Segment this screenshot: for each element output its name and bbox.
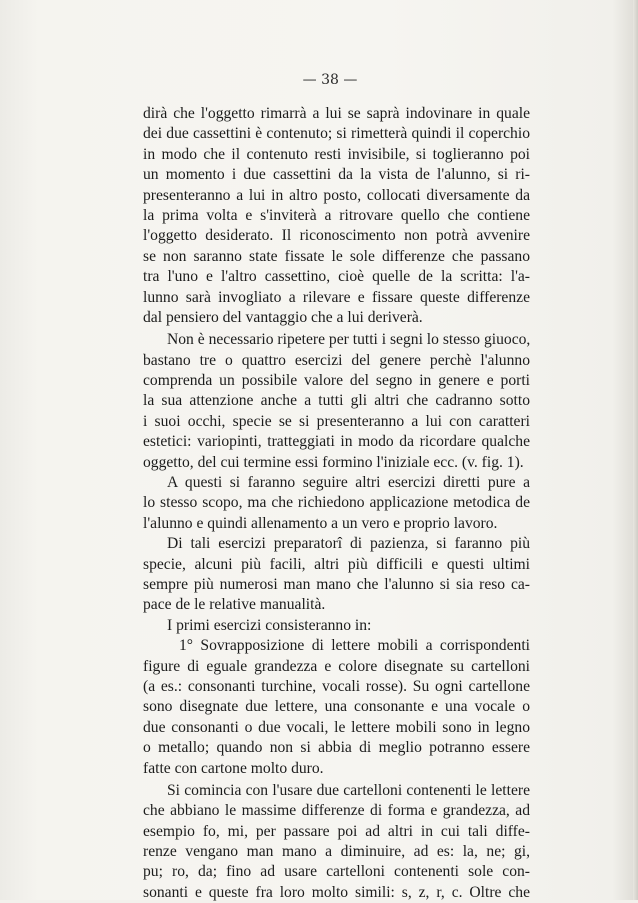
text-line: l'oggetto desiderato. Il riconoscimento non potrà avvenire xyxy=(143,227,530,245)
text-line: 1° Sovrapposizione di lettere mobili a corrispondenti xyxy=(179,637,530,655)
text-line: un momento i due cassettini da la vista de l'alunno, si ri- xyxy=(143,166,530,184)
paragraph xyxy=(143,330,530,473)
text-line: oggetto, del cui termine essi formino l'iniziale ecc. (v. fig. 1). xyxy=(143,453,524,471)
text-line: Non è necessario ripetere per tutti i segni lo stesso giuoco, xyxy=(167,331,531,349)
text-line: estetici: variopinti, tratteggiati in modo da ricordare qualche xyxy=(143,433,530,451)
paragraph xyxy=(143,636,530,779)
text-line: sono disegnate due lettere, una consonante e una vocale o xyxy=(143,698,530,716)
text-line: dirà che l'oggetto rimarrà a lui se saprà indovinare in quale xyxy=(143,105,530,122)
text-line: dal pensiero del vantaggio che a lui deriverà. xyxy=(143,308,423,326)
text-line: o metallo; quando non si abbia di meglio potranno essere xyxy=(143,739,530,757)
text-line: pu; ro, da; fino ad usare cartelloni contenenti sole con- xyxy=(143,863,530,881)
text-line: esempio fo, mi, per passare poi ad altri in cui tali diffe- xyxy=(143,822,530,840)
page-edge xyxy=(633,0,638,900)
text-line: presenteranno a lui in altro posto, collocati diversamente da xyxy=(143,186,530,204)
text-line: lunno sarà invogliato a rilevare e fissare queste differenze xyxy=(143,288,530,306)
text-line: dei due cassettini è contenuto; si rimetterà quindi il coperchio xyxy=(143,125,530,143)
text-line: fatte con cartone molto duro. xyxy=(143,759,324,777)
text-line: lo stesso scopo, ma che richiedono applicazione metodica de xyxy=(143,494,530,512)
text-line: sonanti e queste fra loro molto simili: s, z, r, c. Oltre che xyxy=(143,883,530,901)
text-line: figure di eguale grandezza e colore disegnate su cartelloni xyxy=(143,657,530,675)
text-line: i suoi occhi, specie se si presenteranno a lui con caratteri xyxy=(143,412,530,430)
text-line: sempre più numerosi man mano che l'alunno si sia reso ca- xyxy=(143,575,530,593)
paragraph xyxy=(143,473,530,534)
text-line: se non saranno state fissate le sole differenze che passano xyxy=(143,247,530,265)
text-line: l'alunno e quindi allenamento a un vero e proprio lavoro. xyxy=(143,514,498,532)
text-line: la sua attenzione anche a tutti gli altri che cadranno sotto xyxy=(143,392,530,410)
paragraph xyxy=(143,104,530,328)
page-number: — 38 — xyxy=(302,72,358,88)
paragraph xyxy=(143,616,530,636)
text-line: due consonanti o due vocali, le lettere mobili sono in legno xyxy=(143,718,530,736)
text-line: (a es.: consonanti turchine, vocali rosse). Su ogni cartellone xyxy=(143,677,530,695)
text-line: Si comincia con l'usare due cartelloni contenenti le lettere xyxy=(167,781,530,799)
text-line: bastano tre o quattro esercizi del genere perchè l'alunno xyxy=(143,351,530,369)
text-line: specie, alcuni più facili, altri più difficili e questi ultimi xyxy=(143,555,530,573)
text-line: renze vengano man mano a diminuire, ad es: la, ne; gi, xyxy=(143,843,530,861)
text-line: Di tali esercizi preparatorî di pazienza, si faranno più xyxy=(167,535,530,553)
text-line: in modo che il contenuto resti invisibile, si toglieranno poi xyxy=(143,145,530,163)
text-line: pace de le relative manualità. xyxy=(143,596,326,614)
text-line: tra l'uno e l'altro cassettino, cioè quelle de la scritta: l'a- xyxy=(143,268,530,286)
text-line: A questi si faranno seguire altri esercizi diretti pure a xyxy=(167,474,530,492)
text-line: comprenda un possibile valore del segno in genere e porti xyxy=(143,372,530,390)
text-line: che abbiano le massime differenze di forma e grandezza, ad xyxy=(143,802,530,820)
body-text xyxy=(143,104,530,903)
text-line: la prima volta e s'inviterà a ritrovare quello che contiene xyxy=(143,206,530,224)
paragraph xyxy=(143,534,530,616)
paragraph xyxy=(143,781,530,903)
text-line: I primi esercizi consisteranno in: xyxy=(167,616,372,634)
